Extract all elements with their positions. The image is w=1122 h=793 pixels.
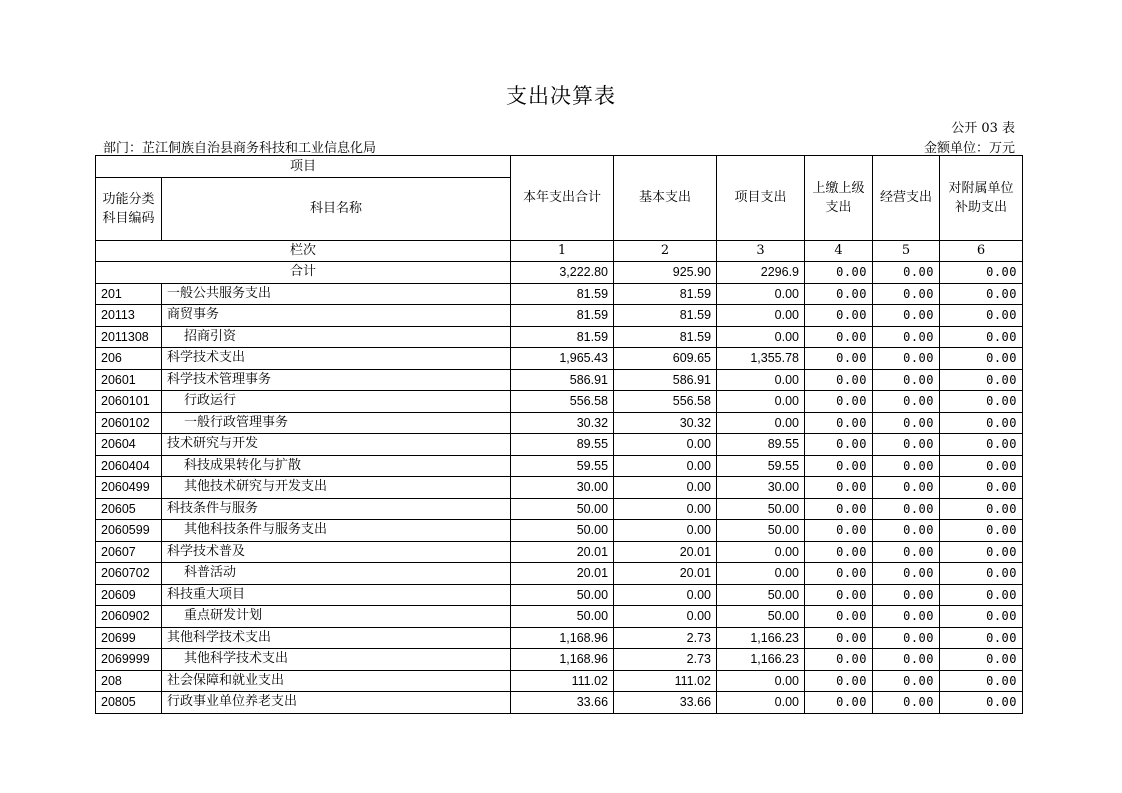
amount-cell: 0.00	[614, 477, 717, 499]
amount-cell: 609.65	[614, 348, 717, 370]
amount-cell: 1,355.78	[717, 348, 805, 370]
amount-cell: 0.00	[805, 692, 873, 714]
table-row	[96, 670, 1023, 692]
amount-cell: 20.01	[511, 541, 614, 563]
amount-cell: 111.02	[511, 670, 614, 692]
amount-cell: 59.55	[511, 455, 614, 477]
amount-cell: 0.00	[940, 498, 1023, 520]
subject-code-cell: 2060404	[96, 455, 162, 477]
amount-cell: 0.00	[805, 455, 873, 477]
department-label: 部门：芷江侗族自治县商务科技和工业信息化局	[103, 141, 377, 156]
subject-name-cell: 招商引资	[162, 326, 511, 348]
subject-code-cell: 20605	[96, 498, 162, 520]
amount-cell: 0.00	[940, 477, 1023, 499]
amount-cell: 0.00	[717, 692, 805, 714]
amount-cell: 0.00	[805, 584, 873, 606]
header-basic: 基本支出	[614, 156, 717, 241]
table-row	[96, 348, 1023, 370]
amount-cell: 1,166.23	[717, 649, 805, 671]
amount-cell: 0.00	[940, 434, 1023, 456]
amount-cell: 0.00	[717, 670, 805, 692]
amount-cell: 30.32	[511, 412, 614, 434]
amount-cell: 81.59	[511, 305, 614, 327]
subject-name-cell: 其他科技条件与服务支出	[162, 520, 511, 542]
subject-code-cell: 2060499	[96, 477, 162, 499]
subject-name-cell: 科技成果转化与扩散	[162, 455, 511, 477]
amount-cell: 0.00	[873, 283, 940, 305]
amount-cell: 0.00	[940, 563, 1023, 585]
subject-name-cell: 行政运行	[162, 391, 511, 413]
amount-cell: 0.00	[805, 434, 873, 456]
table-row	[96, 391, 1023, 413]
amount-cell: 0.00	[717, 369, 805, 391]
amount-cell: 0.00	[873, 477, 940, 499]
subject-code-cell: 206	[96, 348, 162, 370]
subject-name-cell: 社会保障和就业支出	[162, 670, 511, 692]
amount-cell: 20.01	[614, 541, 717, 563]
amount-cell: 0.00	[805, 563, 873, 585]
amount-cell: 0.00	[717, 541, 805, 563]
amount-cell: 81.59	[614, 326, 717, 348]
subject-name-cell: 商贸事务	[162, 305, 511, 327]
amount-cell: 0.00	[873, 326, 940, 348]
subject-name-cell: 科技重大项目	[162, 584, 511, 606]
amount-cell: 0.00	[717, 563, 805, 585]
amount-cell: 0.00	[873, 455, 940, 477]
amount-cell: 0.00	[940, 541, 1023, 563]
header-project-expense: 项目支出	[717, 156, 805, 241]
amount-cell: 0.00	[873, 369, 940, 391]
amount-cell: 0.00	[805, 477, 873, 499]
column-index: 6	[940, 240, 1023, 262]
subject-name-cell: 其他科学技术支出	[162, 649, 511, 671]
amount-cell: 0.00	[805, 348, 873, 370]
amount-cell: 586.91	[511, 369, 614, 391]
amount-cell: 0.00	[717, 326, 805, 348]
amount-cell: 50.00	[511, 498, 614, 520]
amount-cell: 0.00	[805, 606, 873, 628]
amount-cell: 33.66	[511, 692, 614, 714]
total-cell: 0.00	[805, 262, 873, 284]
amount-cell: 0.00	[614, 584, 717, 606]
amount-cell: 0.00	[614, 455, 717, 477]
header-subject-name: 科目名称	[162, 177, 511, 240]
subject-name-cell: 其他技术研究与开发支出	[162, 477, 511, 499]
subject-name-cell: 一般公共服务支出	[162, 283, 511, 305]
amount-cell: 556.58	[614, 391, 717, 413]
column-index: 4	[805, 240, 873, 262]
amount-cell: 1,168.96	[511, 627, 614, 649]
amount-cell: 0.00	[940, 520, 1023, 542]
amount-cell: 89.55	[511, 434, 614, 456]
subject-code-cell: 20609	[96, 584, 162, 606]
amount-cell: 50.00	[511, 584, 614, 606]
amount-cell: 0.00	[940, 627, 1023, 649]
amount-cell: 556.58	[511, 391, 614, 413]
total-cell: 0.00	[940, 262, 1023, 284]
subject-code-cell: 2060902	[96, 606, 162, 628]
table-row	[96, 606, 1023, 628]
amount-cell: 0.00	[940, 326, 1023, 348]
header-func-code: 功能分类科目编码	[96, 177, 162, 240]
amount-cell: 81.59	[511, 326, 614, 348]
subject-name-cell: 科技条件与服务	[162, 498, 511, 520]
subject-code-cell: 2011308	[96, 326, 162, 348]
subject-name-cell: 一般行政管理事务	[162, 412, 511, 434]
amount-cell: 20.01	[511, 563, 614, 585]
column-index: 3	[717, 240, 805, 262]
amount-cell: 0.00	[805, 391, 873, 413]
column-index: 2	[614, 240, 717, 262]
subject-code-cell: 20699	[96, 627, 162, 649]
table-row	[96, 692, 1023, 714]
subject-name-cell: 科学技术管理事务	[162, 369, 511, 391]
subject-code-cell: 20113	[96, 305, 162, 327]
table-row	[96, 584, 1023, 606]
amount-cell: 30.32	[614, 412, 717, 434]
amount-cell: 0.00	[873, 627, 940, 649]
amount-cell: 0.00	[873, 434, 940, 456]
column-index: 1	[511, 240, 614, 262]
unit-label: 金额单位：万元	[923, 141, 1015, 156]
amount-cell: 0.00	[940, 692, 1023, 714]
subject-name-cell: 技术研究与开发	[162, 434, 511, 456]
header-upper: 上缴上级支出	[805, 156, 873, 241]
amount-cell: 0.00	[873, 649, 940, 671]
table-row	[96, 477, 1023, 499]
amount-cell: 0.00	[873, 584, 940, 606]
amount-cell: 89.55	[717, 434, 805, 456]
total-cell: 925.90	[614, 262, 717, 284]
subject-code-cell: 2060599	[96, 520, 162, 542]
amount-cell: 59.55	[717, 455, 805, 477]
column-index-label: 栏次	[96, 240, 511, 262]
amount-cell: 0.00	[614, 606, 717, 628]
amount-cell: 0.00	[940, 670, 1023, 692]
amount-cell: 586.91	[614, 369, 717, 391]
amount-cell: 0.00	[717, 305, 805, 327]
amount-cell: 2.73	[614, 649, 717, 671]
amount-cell: 50.00	[717, 520, 805, 542]
form-code: 公开 03 表	[951, 121, 1015, 136]
amount-cell: 0.00	[805, 326, 873, 348]
table-row	[96, 498, 1023, 520]
table-row	[96, 283, 1023, 305]
amount-cell: 0.00	[940, 369, 1023, 391]
table-row	[96, 434, 1023, 456]
amount-cell: 0.00	[805, 305, 873, 327]
amount-cell: 0.00	[805, 412, 873, 434]
amount-cell: 0.00	[614, 434, 717, 456]
page-title: 支出决算表	[506, 84, 616, 108]
table-row	[96, 541, 1023, 563]
subject-code-cell: 20607	[96, 541, 162, 563]
amount-cell: 0.00	[940, 305, 1023, 327]
amount-cell: 0.00	[873, 606, 940, 628]
amount-cell: 0.00	[873, 391, 940, 413]
subject-name-cell: 科普活动	[162, 563, 511, 585]
header-total: 本年支出合计	[511, 156, 614, 241]
header-business: 经营支出	[873, 156, 940, 241]
amount-cell: 0.00	[873, 412, 940, 434]
total-cell: 2296.9	[717, 262, 805, 284]
amount-cell: 0.00	[805, 520, 873, 542]
amount-cell: 0.00	[805, 369, 873, 391]
amount-cell: 2.73	[614, 627, 717, 649]
amount-cell: 0.00	[805, 283, 873, 305]
amount-cell: 0.00	[873, 348, 940, 370]
table-row	[96, 649, 1023, 671]
amount-cell: 0.00	[805, 670, 873, 692]
table-row	[96, 369, 1023, 391]
amount-cell: 0.00	[940, 412, 1023, 434]
subject-code-cell: 208	[96, 670, 162, 692]
total-cell: 0.00	[873, 262, 940, 284]
amount-cell: 20.01	[614, 563, 717, 585]
subject-code-cell: 201	[96, 283, 162, 305]
amount-cell: 0.00	[873, 498, 940, 520]
amount-cell: 50.00	[717, 606, 805, 628]
subject-code-cell: 20805	[96, 692, 162, 714]
amount-cell: 0.00	[873, 520, 940, 542]
amount-cell: 0.00	[873, 541, 940, 563]
amount-cell: 0.00	[940, 584, 1023, 606]
table-row	[96, 520, 1023, 542]
column-index: 5	[873, 240, 940, 262]
amount-cell: 0.00	[717, 283, 805, 305]
subject-name-cell: 行政事业单位养老支出	[162, 692, 511, 714]
subject-code-cell: 2060102	[96, 412, 162, 434]
amount-cell: 30.00	[511, 477, 614, 499]
table-row	[96, 326, 1023, 348]
amount-cell: 0.00	[805, 541, 873, 563]
amount-cell: 1,965.43	[511, 348, 614, 370]
amount-cell: 0.00	[805, 627, 873, 649]
header-subsidy: 对附属单位补助支出	[940, 156, 1023, 241]
header-project: 项目	[96, 156, 511, 178]
amount-cell: 0.00	[873, 670, 940, 692]
expenditure-table	[95, 155, 1023, 714]
subject-code-cell: 2060702	[96, 563, 162, 585]
amount-cell: 0.00	[805, 498, 873, 520]
total-row	[96, 262, 1023, 284]
amount-cell: 0.00	[940, 455, 1023, 477]
table-row	[96, 455, 1023, 477]
subject-name-cell: 科学技术支出	[162, 348, 511, 370]
amount-cell: 50.00	[717, 584, 805, 606]
amount-cell: 81.59	[614, 305, 717, 327]
amount-cell: 0.00	[717, 391, 805, 413]
amount-cell: 1,168.96	[511, 649, 614, 671]
total-cell: 3,222.80	[511, 262, 614, 284]
amount-cell: 81.59	[614, 283, 717, 305]
amount-cell: 0.00	[940, 283, 1023, 305]
amount-cell: 0.00	[805, 649, 873, 671]
amount-cell: 1,166.23	[717, 627, 805, 649]
amount-cell: 0.00	[717, 412, 805, 434]
subject-name-cell: 重点研发计划	[162, 606, 511, 628]
amount-cell: 30.00	[717, 477, 805, 499]
amount-cell: 0.00	[873, 305, 940, 327]
table-row	[96, 305, 1023, 327]
amount-cell: 50.00	[717, 498, 805, 520]
table-row	[96, 627, 1023, 649]
subject-code-cell: 2069999	[96, 649, 162, 671]
total-label: 合计	[96, 262, 511, 284]
amount-cell: 0.00	[614, 520, 717, 542]
amount-cell: 50.00	[511, 520, 614, 542]
amount-cell: 0.00	[873, 692, 940, 714]
amount-cell: 0.00	[940, 348, 1023, 370]
amount-cell: 0.00	[614, 498, 717, 520]
amount-cell: 111.02	[614, 670, 717, 692]
amount-cell: 0.00	[940, 606, 1023, 628]
subject-name-cell: 其他科学技术支出	[162, 627, 511, 649]
amount-cell: 0.00	[940, 649, 1023, 671]
table-row	[96, 412, 1023, 434]
subject-code-cell: 20604	[96, 434, 162, 456]
subject-code-cell: 2060101	[96, 391, 162, 413]
amount-cell: 33.66	[614, 692, 717, 714]
amount-cell: 0.00	[873, 563, 940, 585]
subject-name-cell: 科学技术普及	[162, 541, 511, 563]
amount-cell: 50.00	[511, 606, 614, 628]
table-row	[96, 563, 1023, 585]
amount-cell: 0.00	[940, 391, 1023, 413]
amount-cell: 81.59	[511, 283, 614, 305]
subject-code-cell: 20601	[96, 369, 162, 391]
